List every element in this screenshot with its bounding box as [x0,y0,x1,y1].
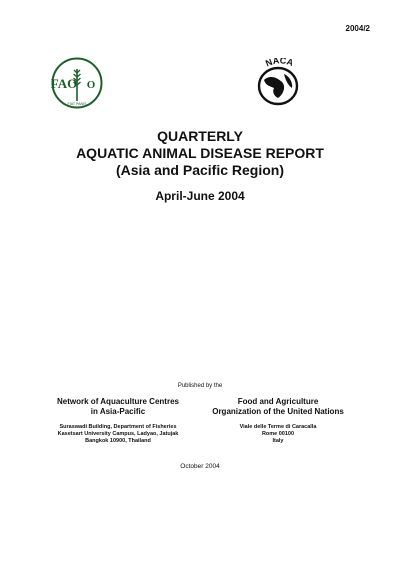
report-title [0,128,400,179]
published-by-label: Published by the [177,383,223,389]
report-period: April-June 2004 [155,189,245,203]
report-number: 2004/2 [345,24,370,33]
fao-letter-o: O [86,79,96,91]
publisher-naca [38,397,198,445]
naca-globe-icon [252,58,304,106]
naca-logo [252,58,304,106]
title-line-3: (Asia and Pacific Region) [115,162,285,178]
publisher-fao-address: Viale delle Terme di Caracalla Rome 00100 Italy [239,424,317,444]
fao-emblem-icon [51,57,103,109]
publisher-fao-name: Food and Agriculture Organization of the United Nations [212,397,344,416]
title-line-1: QUARTERLY [157,128,243,144]
fao-letter-f: FAO [51,76,78,91]
title-line-2: AQUATIC ANIMAL DISEASE REPORT [76,145,324,161]
naca-wordmark: NACA [264,58,295,69]
publication-date: October 2004 [180,463,220,470]
publisher-naca-address: Suraswadi Building, Department of Fisheries Kasetsart University Campus, Ladyao, Jatujak Bangkok 10900, Thailand [57,424,179,444]
publisher-fao [198,397,358,445]
fao-logo [51,57,103,109]
fao-motto: FIAT PANIS [67,102,87,106]
publisher-naca-name: Network of Aquaculture Centres in Asia-Pacific [57,397,179,416]
